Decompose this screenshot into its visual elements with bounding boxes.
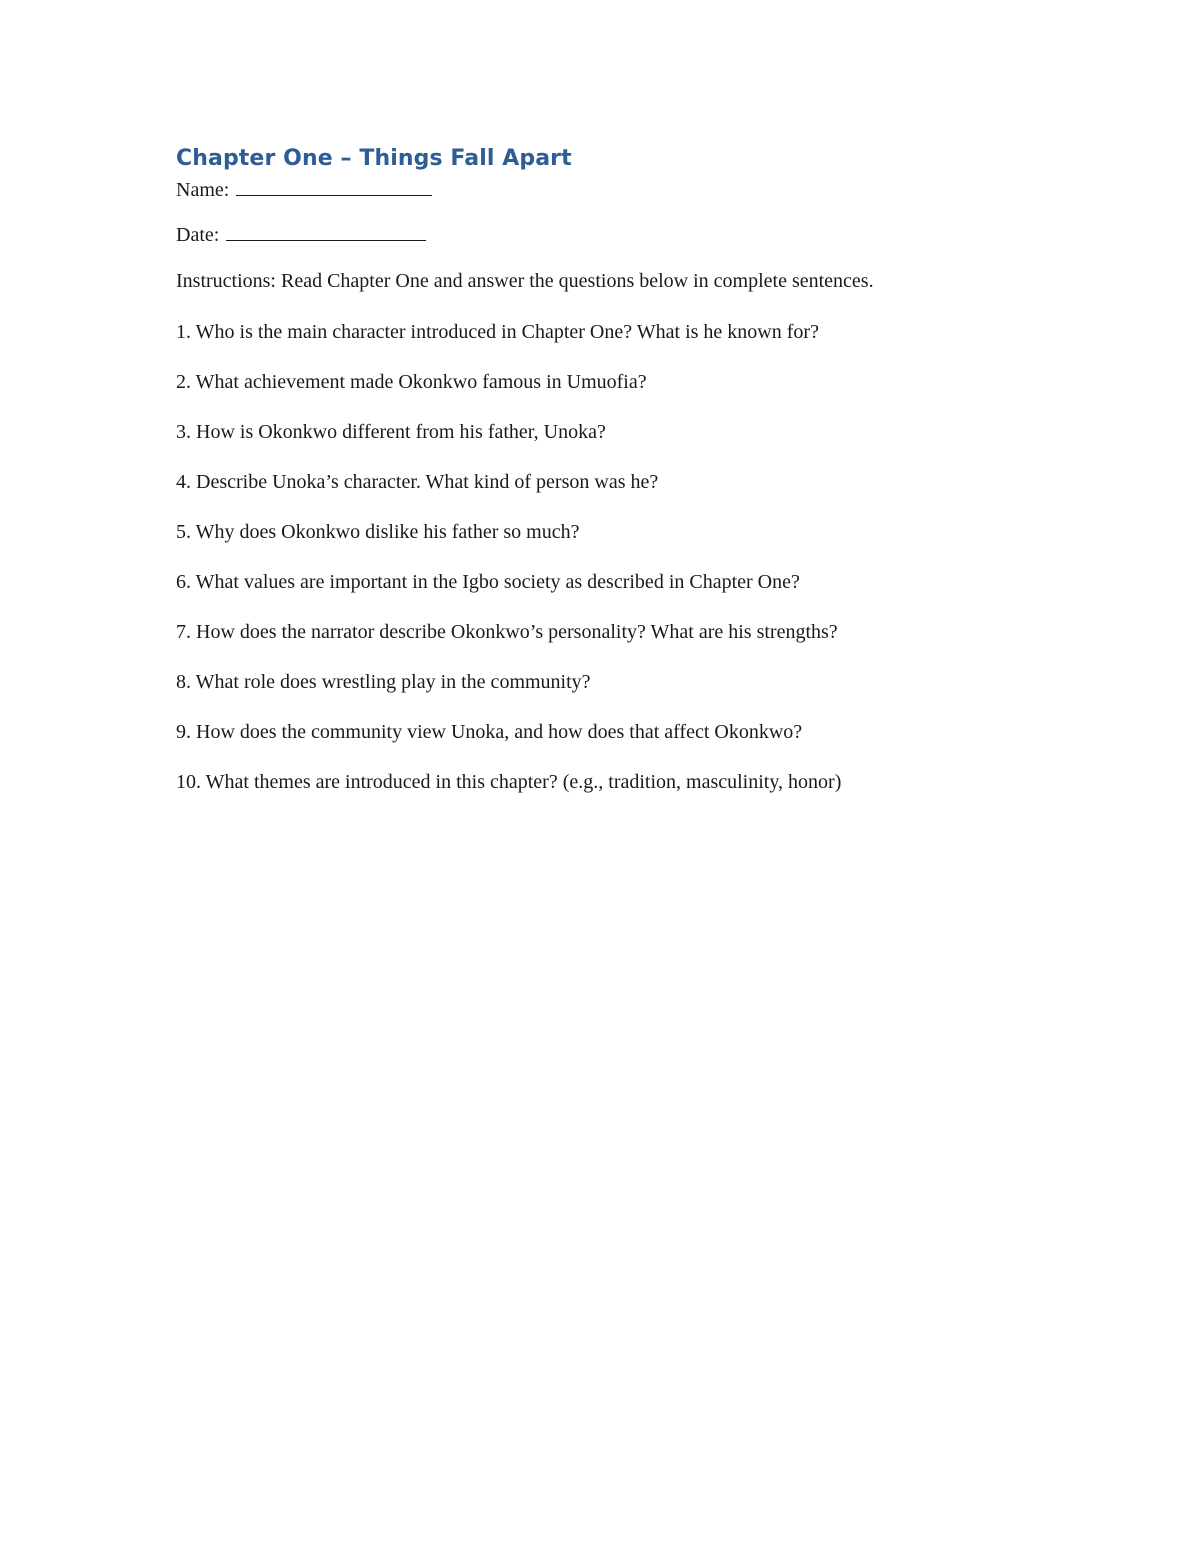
question-5: 5. Why does Okonkwo dislike his father so much?: [176, 521, 580, 543]
date-blank-line: [226, 222, 426, 241]
question-10: 10. What themes are introduced in this chapter? (e.g., tradition, masculinity, honor): [176, 771, 842, 793]
question-list: [176, 319, 1036, 795]
date-label: Date:: [176, 224, 220, 246]
name-label: Name:: [176, 179, 230, 201]
question-2: 2. What achievement made Okonkwo famous in Umuofia?: [176, 371, 647, 393]
name-field: [176, 177, 1036, 203]
question-9: 9. How does the community view Unoka, and how does that affect Okonkwo?: [176, 721, 803, 743]
question-6: 6. What values are important in the Igbo society as described in Chapter One?: [176, 571, 800, 593]
instructions-text: Instructions: Read Chapter One and answer the questions below in complete sentences.: [176, 270, 874, 292]
question-7: 7. How does the narrator describe Okonkwo’s personality? What are his strengths?: [176, 621, 838, 643]
question-3: 3. How is Okonkwo different from his father, Unoka?: [176, 421, 606, 443]
question-8: 8. What role does wrestling play in the community?: [176, 671, 591, 693]
question-4: 4. Describe Unoka’s character. What kind of person was he?: [176, 471, 659, 493]
question-1: 1. Who is the main character introduced in Chapter One? What is he known for?: [176, 321, 819, 343]
page-title: Chapter One – Things Fall Apart: [176, 146, 572, 171]
worksheet-content: [176, 143, 1036, 795]
date-field: [176, 222, 1036, 248]
name-blank-line: [236, 177, 432, 196]
